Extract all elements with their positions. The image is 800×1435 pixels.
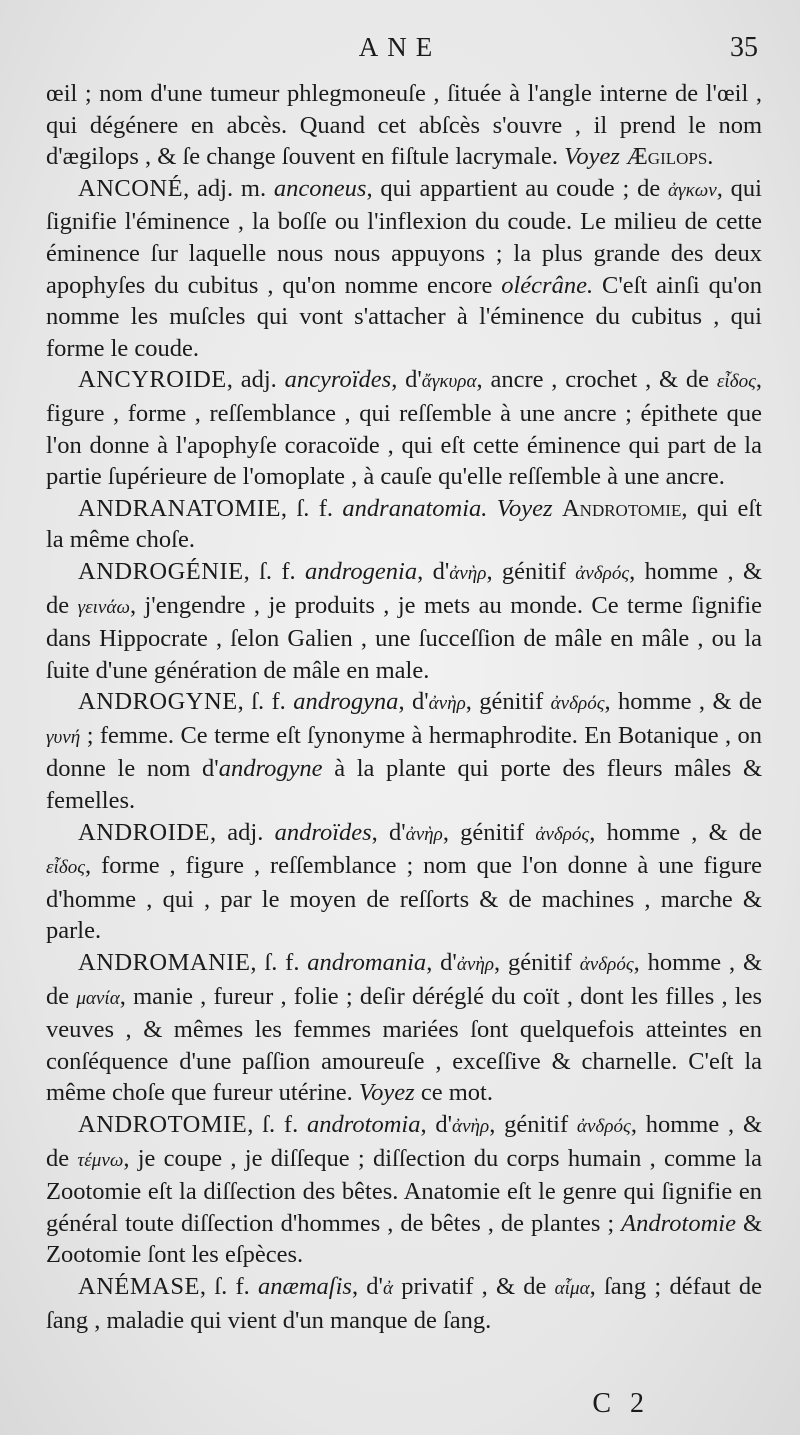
latin-term: androtomia	[307, 1111, 421, 1138]
headword: ANDROIDE	[78, 818, 210, 846]
greek-term: εἶδος	[716, 371, 756, 393]
greek-term: ἀνδρός	[579, 954, 634, 976]
greek-term: ἀνὴρ	[456, 954, 494, 976]
cross-reference-label: Voyez	[358, 1079, 415, 1107]
greek-term: ἀγκων	[668, 179, 717, 201]
greek-term: ἀνδρός	[575, 562, 630, 584]
page-number: 35	[730, 32, 758, 63]
greek-term: ἀνδρός	[576, 1116, 631, 1137]
entry-androgenie: ANDROGÉNIE, ſ. f. androgenia, d'ἀνὴρ, génitif ἀνδρός, homme , & de γεινάω, j'engendre , je produits , je mets au monde. Ce terme ſignifie dans Hippocrate , ſelon Galien , une ſucceſſion de mâle en mâle , ou la ſuite d'une génération de mâle en male.	[46, 557, 763, 684]
latin-term: ancyroïdes	[284, 366, 392, 394]
entry-andromanie: ANDROMANIE, ſ. f. andromania, d'ἀνὴρ, génitif ἀνδρός, homme , & de μανία, manie , fureur , folie ; deſir déréglé du coït , dont les filles , les veuves , & mêmes les femmes mariées ſont quelquefois atteintes en conſéquence d'une paſſion amoureuſe , exceſſive & charnelle. C'eſt la même choſe que fureur utérine. Voyez ce mot.	[46, 949, 762, 1107]
dictionary-text	[46, 78, 762, 1336]
entry-androgyne: ANDROGYNE, ſ. f. androgyna, d'ἀνὴρ, génitif ἀνδρός, homme , & de γυνή ; femme. Ce terme eſt ſynonyme à hermaphrodite. En Botanique , on donne le nom d'androgyne à la plante qui porte des fleurs mâles & femelles.	[46, 688, 763, 815]
headword: ANDRANATOMIE	[78, 494, 281, 522]
greek-term: ἄγκυρα	[421, 371, 477, 393]
greek-term: ἀνὴρ	[449, 562, 487, 584]
greek-term: ἀνὴρ	[428, 693, 466, 715]
entry-ancyroide: ANCYROIDE, adj. ancyroïdes, d'ἄγκυρα, ancre , crochet , & de εἶδος, figure , forme , reſſemblance , qui reſſemble à une ancre ; épithete que l'on donne à l'apophyſe coracoïde , qui eſt cette éminence qui part de la partie ſupérieure de l'omoplate , à cauſe qu'elle reſſemble à une ancre.	[46, 366, 763, 491]
headword: ANÉMASE	[78, 1272, 200, 1300]
latin-term: olécrâne.	[501, 271, 594, 299]
entry-andranatomie: ANDRANATOMIE, ſ. f. andranatomia. Voyez Androtomie, qui eſt la même choſe.	[46, 494, 763, 554]
entry-androtomie: ANDROTOMIE, ſ. f. androtomia, d'ἀνὴρ, génitif ἀνδρός, homme , & de τέμνω, je coupe , je diſſeque ; diſſection du corps humain , comme la Zootomie eſt la diſſection des bêtes. Anatomie eſt le genre qui ſignifie en général toute diſſection d'hommes , de bêtes , de plantes ; Androtomie & Zootomie ſont les eſpèces.	[46, 1111, 763, 1269]
headword: ANDROMANIE	[78, 949, 251, 977]
headword: ANCYROIDE	[78, 366, 227, 394]
greek-term: ἀνδρός	[550, 693, 605, 715]
entry-anemase: ANÉMASE, ſ. f. anæmaſis, d'ἀ privatif , & de αἷμα, ſang ; défaut de ſang , maladie qui vient d'un manque de ſang.	[46, 1272, 763, 1334]
cross-reference-target: Ægilops.	[626, 143, 714, 171]
greek-term: γυνή	[46, 726, 81, 748]
latin-term: androgyne	[218, 755, 323, 783]
greek-term: ἀ	[382, 1277, 393, 1299]
greek-term: τέμνω	[77, 1149, 124, 1171]
entry-androide: ANDROIDE, adj. androïdes, d'ἀνὴρ, génitif ἀνδρός, homme , & de εἶδος, forme , figure , reſſemblance ; nom que l'on donne à une figure d'homme , qui , par le moyen de reſſorts & de machines , marche & parle.	[46, 818, 763, 945]
latin-term: androgyna	[293, 688, 399, 716]
latin-term: Androtomie	[621, 1209, 736, 1237]
greek-term: γεινάω	[77, 596, 130, 618]
headword: ANDROTOMIE	[78, 1111, 248, 1138]
latin-term: androïdes	[274, 818, 372, 846]
greek-term: μανία	[76, 987, 120, 1009]
signature-mark: C 2	[592, 1388, 650, 1419]
latin-term: anconeus	[273, 174, 367, 202]
greek-term: εἶδος	[46, 857, 86, 879]
cross-reference-label: Voyez	[496, 494, 553, 522]
latin-term: anæmaſis	[258, 1272, 352, 1300]
greek-term: ἀνὴρ	[405, 823, 443, 845]
latin-term: andromania	[307, 949, 427, 977]
latin-term: androgenia	[305, 557, 418, 585]
running-head: ANE	[358, 32, 442, 62]
page-header	[0, 32, 800, 72]
latin-term: andranatomia.	[342, 494, 488, 522]
headword: ANDROGYNE	[78, 688, 238, 716]
greek-term: ἀνδρός	[535, 823, 590, 845]
greek-term: ἀνὴρ	[452, 1116, 490, 1137]
cross-reference-label: Voyez	[564, 143, 620, 171]
headword: ANDROGÉNIE	[78, 557, 244, 585]
entry-ancone: ANCONÉ, adj. m. anconeus, qui appartient au coude ; de ἀγκων, qui ſignifie l'éminence , la boſſe ou l'inflexion du coude. Le milieu de cette éminence ſur laquelle nous nous appuyons ; la plus grande des deux apophyſes du cubitus , qu'on nomme encore olécrâne. C'eſt ainſi qu'on nomme les muſcles qui vont s'attacher à l'éminence du cubitus , qui forme le coude.	[46, 174, 763, 362]
headword: ANCONÉ	[78, 174, 184, 202]
greek-term: αἷμα	[554, 1277, 590, 1299]
cross-reference-target: Androtomie	[561, 494, 682, 522]
entry-continuation: œil ; nom d'une tumeur phlegmoneuſe , ſituée à l'angle interne de l'œil , qui dégénere en abcès. Quand cet abſcès s'ouvre , il prend le nom d'ægilops , & ſe change ſouvent en fiſtule lacrymale. Voyez Ægilops.	[46, 80, 762, 171]
